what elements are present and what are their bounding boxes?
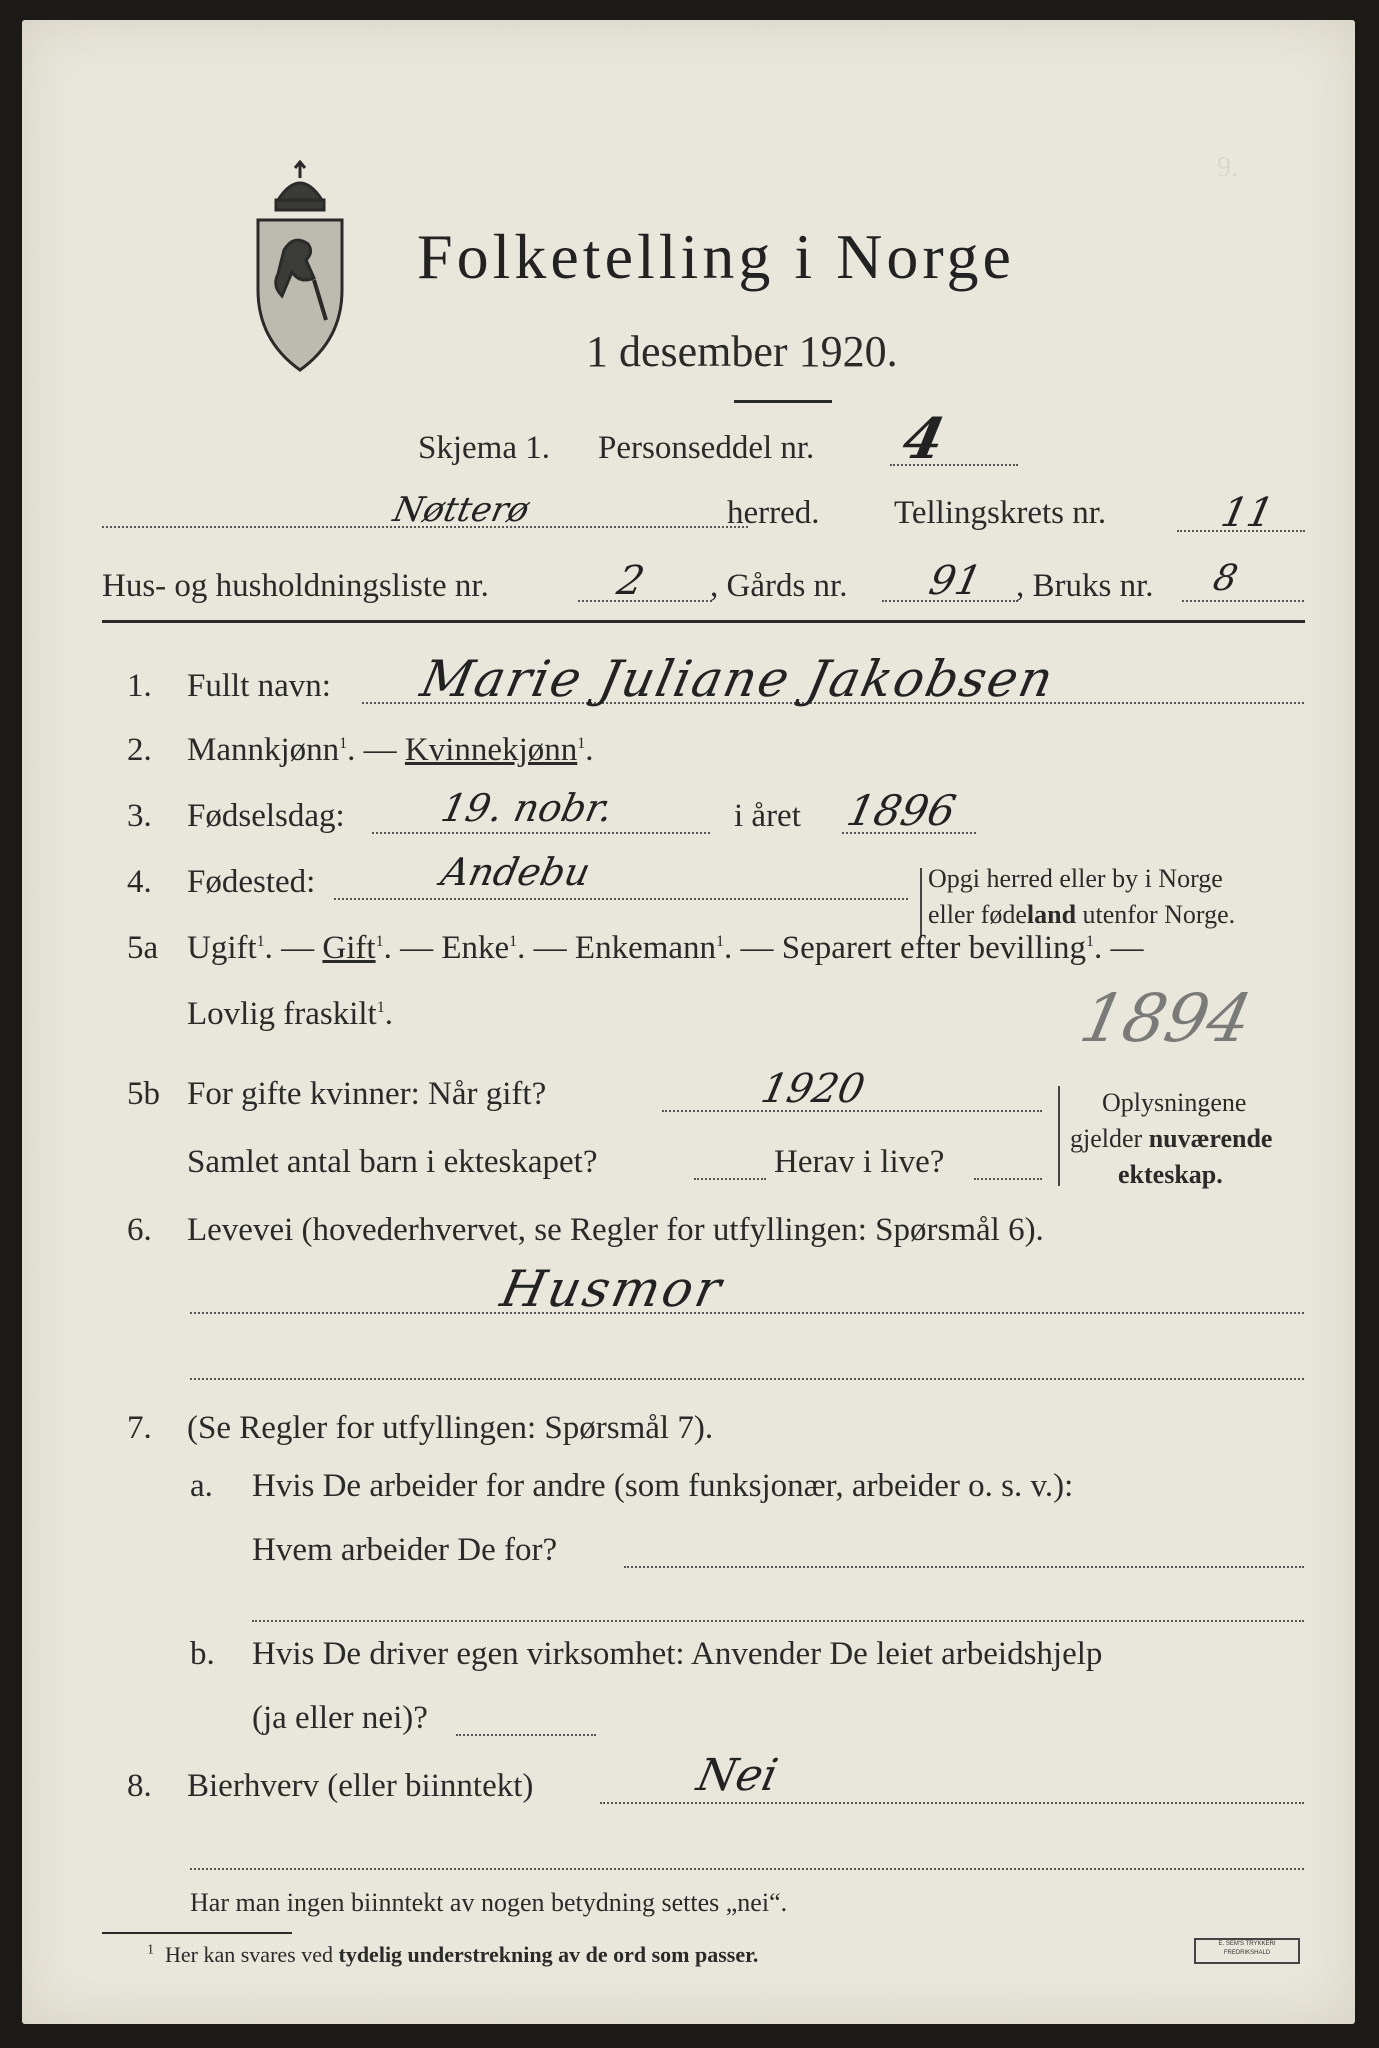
q4-note-text: utenfor Norge. bbox=[1076, 900, 1236, 929]
stamp-text-1: E. SEM'S TRYKKERI bbox=[1218, 1941, 1276, 1947]
q5b-label-married: For gifte kvinner: Når gift? bbox=[187, 1076, 547, 1112]
q4-label: Fødested: bbox=[187, 864, 316, 900]
header-divider bbox=[102, 620, 1305, 623]
skjema-label: Skjema 1. bbox=[418, 430, 550, 466]
bruks-field[interactable] bbox=[1182, 600, 1304, 602]
q5b-note-emphasis: nuværende bbox=[1148, 1124, 1273, 1153]
q7b-question: (ja eller nei)? bbox=[252, 1700, 428, 1736]
marital-status-line bbox=[187, 930, 1143, 967]
form-title: Folketelling i Norge bbox=[417, 221, 1015, 292]
footnote-ref: 1 bbox=[509, 933, 518, 950]
birthplace-value: Andebu bbox=[437, 850, 595, 894]
birth-year-label: i året bbox=[734, 798, 801, 834]
children-alive-field[interactable] bbox=[974, 1178, 1042, 1180]
q2-line bbox=[187, 732, 594, 769]
footnote-ref: 1 bbox=[339, 735, 348, 752]
side-income-field-2[interactable] bbox=[190, 1868, 1304, 1870]
q2-number: 2. bbox=[127, 732, 152, 768]
sep: . — bbox=[264, 930, 323, 966]
marriage-year-value: 1920 bbox=[757, 1066, 869, 1112]
bruks-label: , Bruks nr. bbox=[1016, 568, 1154, 604]
footnote-emphasis: tydelig understrekning av de ord som passer. bbox=[338, 1942, 759, 1967]
full-name-value: Marie Juliane Jakobsen bbox=[415, 650, 1060, 708]
footnote-divider bbox=[102, 1932, 292, 1934]
q6-label: Levevei (hovederhvervet, se Regler for utfyllingen: Spørsmål 6). bbox=[187, 1212, 1044, 1248]
q7a-text: Hvis De arbeider for andre (som funksjonær, arbeider o. s. v.): bbox=[252, 1468, 1074, 1504]
q7-label: (Se Regler for utfyllingen: Spørsmål 7). bbox=[187, 1410, 714, 1446]
footnote-ref: 1 bbox=[716, 933, 725, 950]
footnote-ref: 1 bbox=[256, 933, 265, 950]
footnote-ref: 1 bbox=[376, 999, 385, 1016]
norway-coat-of-arms-icon bbox=[250, 160, 350, 380]
husliste-value: 2 bbox=[613, 558, 649, 604]
hired-help-field[interactable] bbox=[456, 1734, 596, 1736]
kvinnekjonn-option[interactable]: Kvinnekjønn bbox=[404, 732, 578, 768]
census-date: 1 desember 1920. bbox=[586, 327, 898, 376]
birth-year-value: 1896 bbox=[842, 786, 961, 835]
q5a-number: 5a bbox=[127, 930, 159, 966]
ugift-option[interactable]: Ugift bbox=[187, 930, 257, 966]
gift-option[interactable]: Gift bbox=[322, 930, 376, 966]
q8-note: Har man ingen biinntekt av nogen betydning settes „nei“. bbox=[190, 1888, 788, 1917]
q4-note-line2 bbox=[928, 900, 1235, 930]
fraskilt-option[interactable]: Lovlig fraskilt bbox=[187, 996, 377, 1032]
q4-number: 4. bbox=[127, 864, 152, 900]
q7-number: 7. bbox=[127, 1410, 152, 1446]
printer-stamp bbox=[1194, 1938, 1300, 1964]
q5b-note-line2 bbox=[1070, 1124, 1272, 1154]
herred-value: Nøtterø bbox=[389, 490, 533, 530]
husliste-label: Hus- og husholdningsliste nr. bbox=[102, 568, 489, 604]
q2-end: . bbox=[585, 732, 594, 768]
pencil-annotation: 1894 bbox=[1073, 980, 1259, 1057]
q5b-note-line1: Oplysningene bbox=[1102, 1088, 1247, 1117]
employer-field-2[interactable] bbox=[252, 1620, 1304, 1622]
q1-number: 1. bbox=[127, 668, 152, 704]
footnote-line bbox=[147, 1942, 758, 1968]
stamp-text-2: FREDRIKSHALD bbox=[1223, 1950, 1271, 1956]
enkemann-option[interactable]: . — Enkemann bbox=[517, 930, 717, 966]
side-income-field[interactable] bbox=[600, 1802, 1304, 1804]
q7b-letter: b. bbox=[190, 1636, 215, 1672]
q8-label: Bierhverv (eller biinntekt) bbox=[187, 1768, 534, 1804]
tellingskrets-value: 11 bbox=[1217, 490, 1278, 536]
census-form-sheet bbox=[22, 20, 1355, 2024]
gards-label: , Gårds nr. bbox=[710, 568, 848, 604]
herred-label: herred. bbox=[727, 495, 820, 531]
q4-note-line1: Opgi herred eller by i Norge bbox=[928, 864, 1223, 893]
birthday-value: 19. nobr. bbox=[437, 786, 617, 830]
fraskilt-line: Lovlig fraskilt$^1$. bbox=[187, 996, 393, 1032]
q7b-text: Hvis De driver egen virksomhet: Anvender De leiet arbeidshjelp bbox=[252, 1636, 1103, 1672]
occupation-field-1[interactable] bbox=[190, 1312, 1304, 1314]
footnote-mark: 1 bbox=[147, 1942, 154, 1958]
tellingskrets-label: Tellingskrets nr. bbox=[894, 495, 1107, 531]
q5b-number: 5b bbox=[127, 1076, 160, 1112]
q5b-note-line3: ekteskap. bbox=[1118, 1160, 1223, 1189]
footnote-text: Her kan svares ved bbox=[165, 1942, 339, 1967]
footnote-ref: 1 bbox=[1085, 933, 1094, 950]
husliste-field[interactable] bbox=[578, 600, 712, 602]
gards-value: 91 bbox=[925, 558, 986, 604]
sep: . — bbox=[1093, 930, 1144, 966]
children-total-field[interactable] bbox=[694, 1178, 766, 1180]
birthday-field[interactable] bbox=[372, 832, 710, 834]
footnote-ref: 1 bbox=[375, 933, 384, 950]
title-divider bbox=[734, 400, 832, 403]
side-income-value: Nei bbox=[692, 1750, 783, 1801]
q7a-question: Hvem arbeider De for? bbox=[252, 1532, 558, 1568]
occupation-value: Husmor bbox=[495, 1260, 730, 1318]
separert-option[interactable]: . — Separert efter bevilling bbox=[724, 930, 1086, 966]
footnote-ref: 1 bbox=[577, 735, 586, 752]
employer-field-1[interactable] bbox=[624, 1566, 1304, 1568]
q5b-note-brace bbox=[1058, 1086, 1060, 1186]
q4-note-emphasis: land bbox=[1026, 900, 1077, 929]
q4-note-brace bbox=[920, 868, 922, 938]
bruks-value: 8 bbox=[1209, 558, 1242, 599]
q5b-note-text: gjelder bbox=[1070, 1124, 1149, 1153]
q7a-letter: a. bbox=[190, 1468, 213, 1504]
q5b-label-children: Samlet antal barn i ekteskapet? bbox=[187, 1144, 598, 1180]
q3-number: 3. bbox=[127, 798, 152, 834]
q4-note-text: eller føde bbox=[928, 900, 1027, 929]
enke-option[interactable]: . — Enke bbox=[383, 930, 510, 966]
personseddel-value: 4 bbox=[896, 406, 950, 472]
mannkjonn-option[interactable]: Mannkjønn bbox=[187, 732, 340, 768]
q8-number: 8. bbox=[127, 1768, 152, 1804]
bleed-through: 9. bbox=[1217, 152, 1238, 183]
personseddel-label: Personseddel nr. bbox=[598, 430, 815, 466]
q5b-label-alive: Herav i live? bbox=[774, 1144, 945, 1180]
q1-label: Fullt navn: bbox=[187, 668, 331, 704]
q2-separator: . — bbox=[347, 732, 397, 768]
birthplace-field[interactable] bbox=[334, 898, 908, 900]
q3-label: Fødselsdag: bbox=[187, 798, 345, 834]
occupation-field-2[interactable] bbox=[190, 1378, 1304, 1380]
q6-number: 6. bbox=[127, 1212, 152, 1248]
